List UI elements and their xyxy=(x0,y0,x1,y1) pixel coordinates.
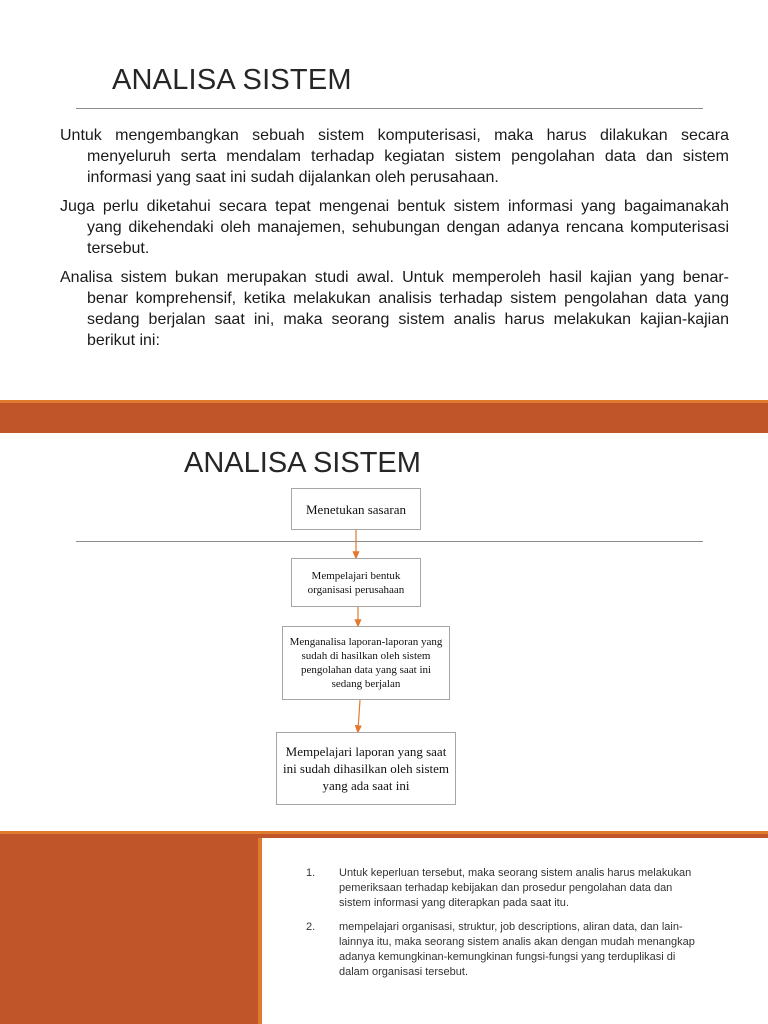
title-divider xyxy=(76,108,703,109)
flow-step-label: Mempelajari laporan yang saat ini sudah dihasilkan oleh sistem yang ada saat ini xyxy=(282,744,450,793)
flow-step-4 xyxy=(276,732,456,805)
content-panel xyxy=(258,838,768,1024)
flow-step-label: Mempelajari bentuk organisasi perusahaan xyxy=(307,569,405,596)
accent-line xyxy=(0,831,768,834)
accent-line xyxy=(0,400,768,403)
paragraph-3: Analisa sistem bukan merupakan studi awal. Untuk memperoleh hasil kajian yang benar-benar komprehensif, ketika melakukan analisis terhadap sistem pengolahan data yang sedang berjalan saat ini, maka seorang sistem analis harus melakukan kajian-kajian berikut ini: xyxy=(60,269,729,349)
arrow-connector xyxy=(358,700,360,730)
slide-1-body xyxy=(60,125,729,359)
numbered-list xyxy=(306,866,696,989)
list-number: 2. xyxy=(306,921,316,933)
flow-step-label: Menganalisa laporan-laporan yang sudah di hasilkan oleh sistem pengolahan data yang saat ini sedang berjalan xyxy=(289,636,443,690)
flow-step-2 xyxy=(291,558,421,607)
list-item xyxy=(306,866,696,911)
paragraph-2: Juga perlu diketahui secara tepat mengenai bentuk sistem informasi yang bagaimanakah yang dikehendaki oleh manajemen, sehubungan dengan adanya rencana komputerisasi tersebut. xyxy=(60,198,729,257)
list-number: 1. xyxy=(306,867,316,879)
list-text: Untuk keperluan tersebut, maka seorang sistem analis harus melakukan pemeriksaan terhadap kebijakan dan prosedur pengolahan data dan sistem informasi yang diterapkan pada saat itu. xyxy=(339,867,692,909)
slide-1 xyxy=(0,0,768,400)
slide-2 xyxy=(0,433,768,831)
flow-step-1 xyxy=(291,488,421,530)
panel-accent-bar xyxy=(258,838,262,1024)
flow-step-3 xyxy=(282,626,450,700)
slide-3 xyxy=(0,831,768,1024)
list-text: mempelajari organisasi, struktur, job descriptions, aliran data, dan lain-lainnya itu, maka seorang sistem analis akan dengan mudah menangkap adanya kemungkinan-kemungkinan fungsi-fungsi yang terduplikasi di dalam organisasi tersebut. xyxy=(339,921,695,978)
slide-separator-band xyxy=(0,400,768,433)
paragraph-1: Untuk mengembangkan sebuah sistem komputerisasi, maka harus dilakukan secara menyeluruh serta mendalam terhadap kegiatan sistem pengolahan data dan sistem informasi yang saat ini sudah dijalankan oleh perusahaan. xyxy=(60,127,729,186)
slide-2-title: ANALISA SISTEM xyxy=(184,447,421,479)
slide-1-title: ANALISA SISTEM xyxy=(112,64,352,96)
flow-step-label: Menetukan sasaran xyxy=(306,501,406,517)
list-item xyxy=(306,920,696,980)
